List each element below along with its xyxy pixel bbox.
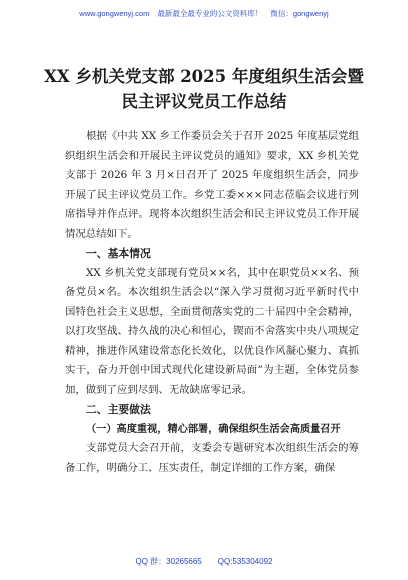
intro-paragraph: 根据《中共 XX 乡工作委员会关于召开 2025 年度基层党组织组织生活会和开展民主评议党员的通知》要求，XX 乡机关党支部于 2026 年 3 月×日召开了 2025 年度组织生活会，同步开展了民主评议党员工作。乡党工委×××同志莅临会议进行列席指导并作点评。现将本次组织生活会和民主评议党员工作开展情况总结如下。	[65, 130, 359, 240]
document-title	[30, 64, 378, 114]
wechat-id: 微信：gongwenyj	[270, 9, 329, 18]
document-body	[65, 127, 359, 478]
header-banner	[0, 8, 408, 19]
qq-group: QQ 群：30265665	[135, 557, 202, 566]
header-slogan: 最新最全最专业的公文资料库！	[157, 9, 263, 18]
title-line-2: 民主评议党员工作总结	[121, 92, 287, 111]
website-link[interactable]: www.gongwenyj.com	[79, 9, 150, 18]
basic-info-paragraph: XX 乡机关党支部现有党员××名，其中在职党员××名、预备党员×名。本次组织生活会以“深入学习贯彻习近平新时代中国特色社会主义思想，全面贯彻落实党的二十届四中全会精神，以打攻坚战、持久战的决心和恒心，锲而不舍落实中央八项规定精神，推进作风建设常态化长效化，以优良作风凝心聚力、真抓实干，奋力开创中国式现代化建设新局面”为主题，全体党员参加，做到了应到尽到、无故缺席零记录。	[65, 266, 359, 396]
title-line-1: XX 乡机关党支部 2025 年度组织生活会暨	[44, 67, 364, 86]
qq-number: QQ:535304092	[217, 557, 273, 566]
footer-contact	[0, 556, 408, 567]
subsection-heading-1: （一）高度重视，精心部署，确保组织生活会高质量召开	[86, 422, 341, 435]
preparation-paragraph: 支部党员大会召开前，支委会专题研究本次组织生活会的筹备工作，明确分工、压实责任，制定详细的工作方案，确保	[65, 442, 359, 474]
section-heading-practices: 二、主要做法	[86, 403, 151, 416]
section-heading-basic: 一、基本情况	[86, 247, 151, 260]
